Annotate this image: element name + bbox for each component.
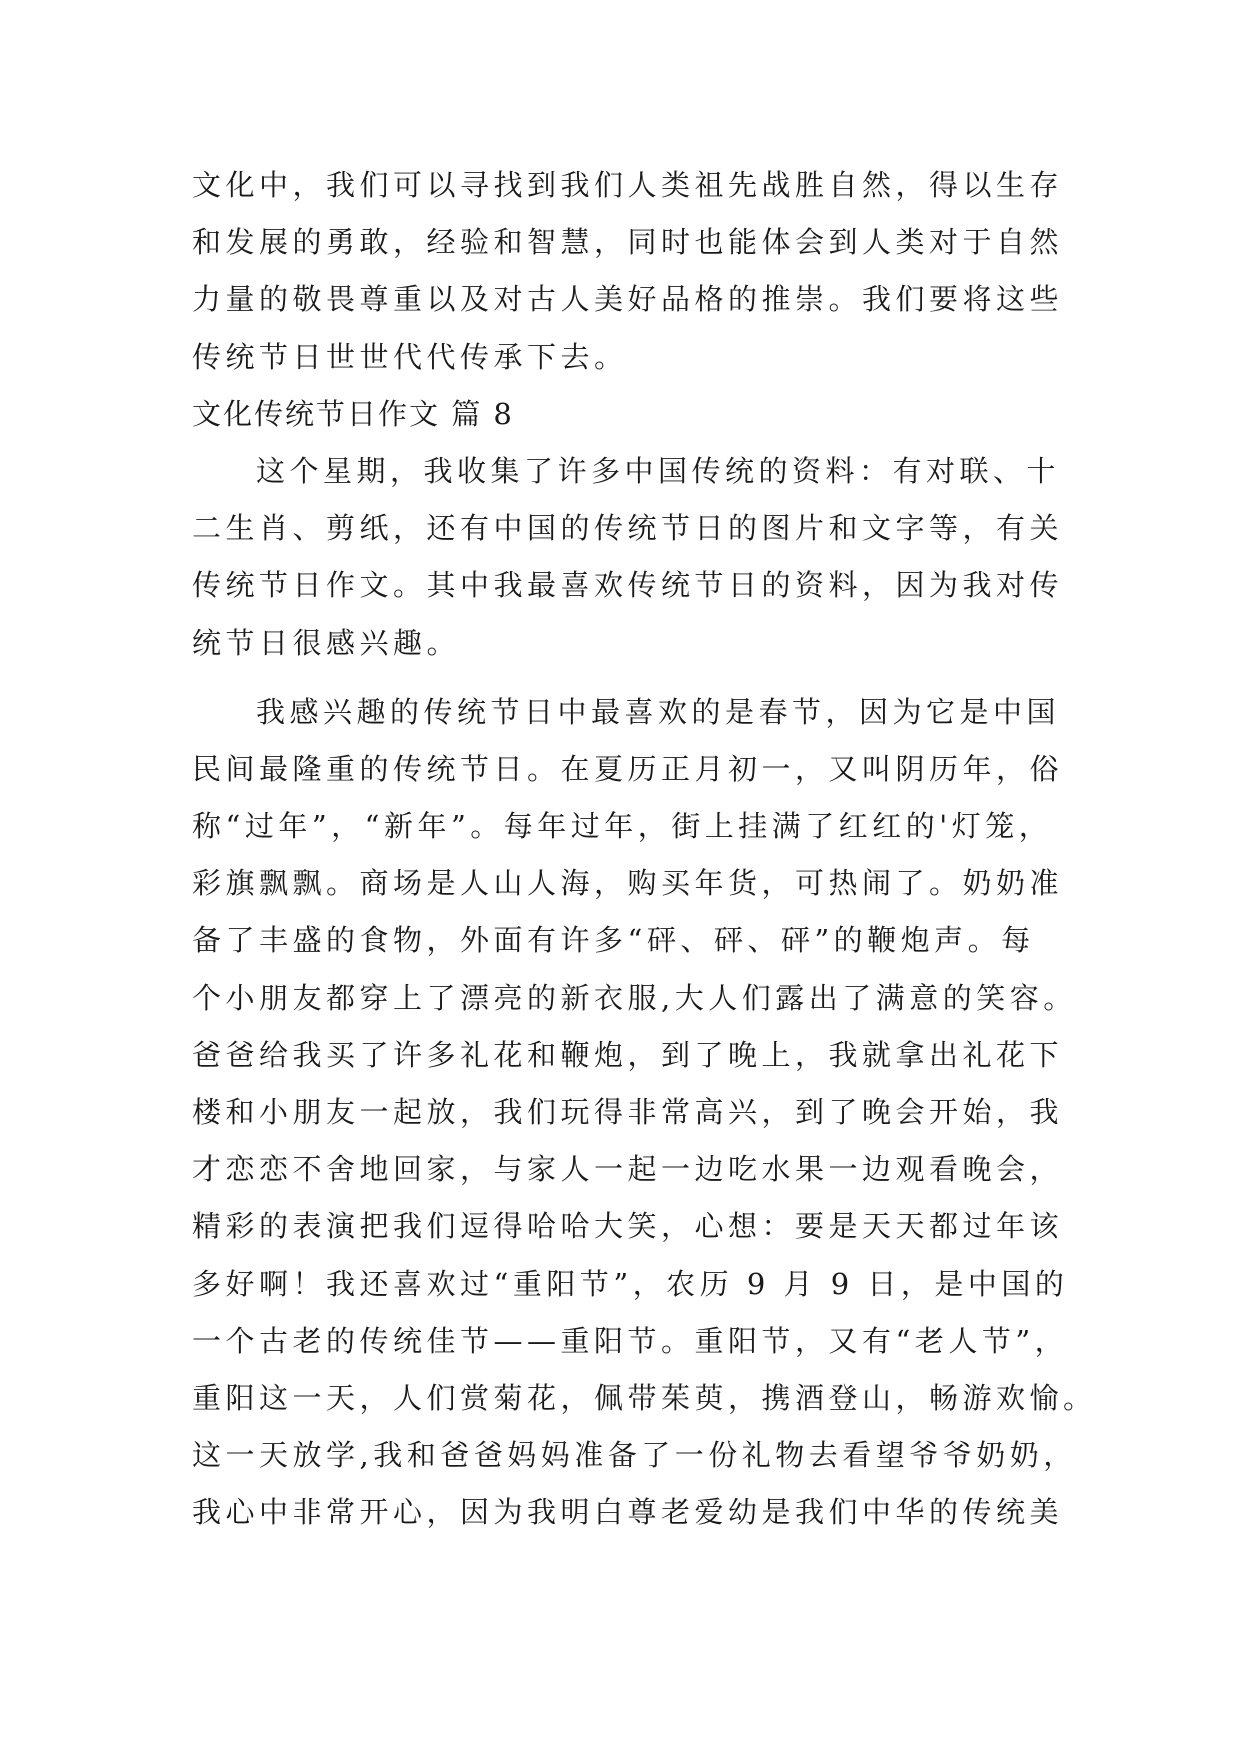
text-line: 称“过年”，“新年”。每年过年，街上挂满了红红的'灯笼， <box>192 809 1053 844</box>
document-body <box>192 157 1097 1542</box>
text-line: 文化中，我们可以寻找到我们人类祖先战胜自然，得以生存 <box>192 168 1064 202</box>
text-line: 楼和小朋友一起放，我们玩得非常高兴，到了晚会开始，我 <box>192 1095 1064 1129</box>
text-line: 多好啊！我还喜欢过“重阳节”，农历 9 月 9 日，是中国的 <box>192 1266 1069 1301</box>
text-line: 这一天放学,我和爸爸妈妈准备了一份礼物去看望爷爷奶奶， <box>192 1438 1077 1473</box>
section-heading: 文化传统节日作文 篇 8 <box>192 396 514 431</box>
text-line: 传统节日世世代代传承下去。 <box>192 339 628 374</box>
text-line: 才恋恋不舍地回家，与家人一起一边吃水果一边观看晚会， <box>192 1152 1064 1187</box>
text-line: 统节日很感兴趣。 <box>192 625 461 660</box>
text-line: 传统节日作文。其中我最喜欢传统节日的资料，因为我对传 <box>192 568 1064 603</box>
text-line: 重阳这一天，人们赏菊花，佩带茱萸，携酒登山，畅游欢愉。 <box>192 1380 1097 1415</box>
text-line: 爸爸给我买了许多礼花和鞭炮，到了晚上，我就拿出礼花下 <box>192 1037 1064 1072</box>
text-line: 我感兴趣的传统节日中最喜欢的是春节，因为它是中国 <box>256 694 1061 729</box>
paragraph-collection <box>192 443 1064 672</box>
text-line: 彩旗飘飘。商场是人山人海，购买年货，可热闹了。奶奶准 <box>192 866 1064 901</box>
text-line: 民间最隆重的传统节日。在夏历正月初一，又叫阴历年，俗 <box>192 751 1064 786</box>
text-line: 备了丰盛的食物，外面有许多“砰、砰、砰”的鞭炮声。每 <box>192 923 1035 958</box>
text-line: 精彩的表演把我们逗得哈哈大笑，心想：要是天天都过年该 <box>192 1209 1064 1244</box>
paragraph-continued <box>192 157 1064 386</box>
text-line: 我心中非常开心，因为我明白尊老爱幼是我们中华的传统美 <box>192 1495 1064 1530</box>
paragraph-spacer <box>192 672 1054 684</box>
text-line: 和发展的勇敢，经验和智慧，同时也能体会到人类对于自然 <box>192 225 1064 260</box>
text-line: 这个星期，我收集了许多中国传统的资料：有对联、十 <box>256 453 1061 488</box>
paragraph-festivals <box>192 684 1097 1542</box>
text-line: 一个古老的传统佳节——重阳节。重阳节，又有“老人节”， <box>192 1323 1069 1358</box>
text-line: 二生肖、剪纸，还有中国的传统节日的图片和文字等，有关 <box>192 511 1064 546</box>
text-line: 个小朋友都穿上了漂亮的新衣服,大人们露出了满意的笑容。 <box>192 980 1077 1015</box>
text-line: 力量的敬畏尊重以及对古人美好品格的推崇。我们要将这些 <box>192 282 1064 317</box>
